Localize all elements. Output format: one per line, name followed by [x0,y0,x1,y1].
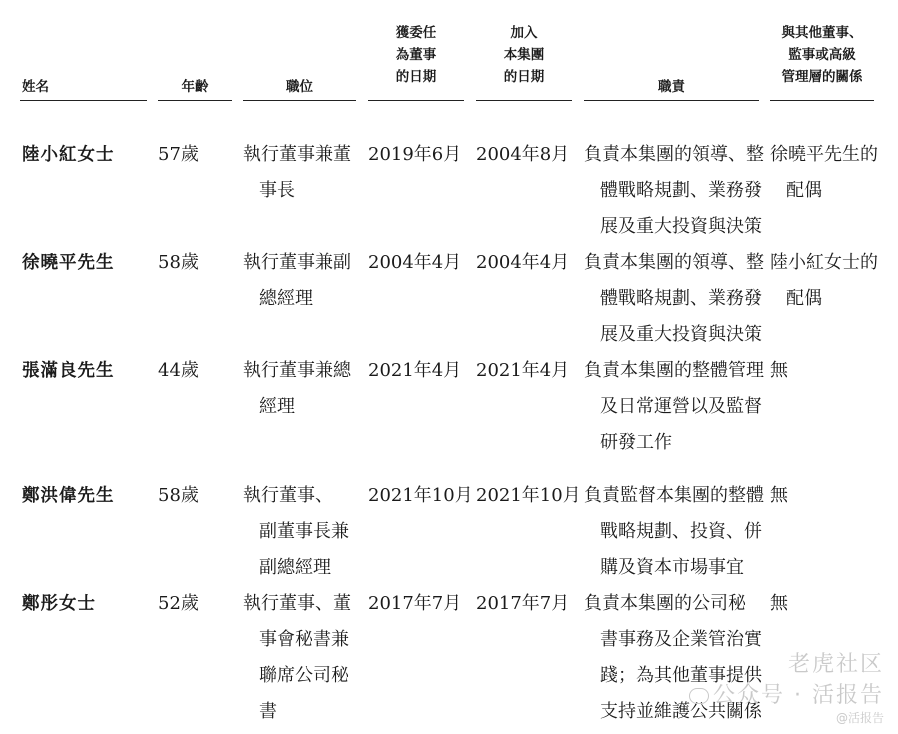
header-rule-name [20,100,147,101]
director-name: 徐曉平先生 [22,253,115,273]
header-relationship-line: 監事或高級 [788,47,856,63]
duties-line: 展及重大投資與決策 [600,324,762,345]
position-line: 事會秘書兼 [259,629,349,650]
header-rule-position [243,100,356,101]
position-line: 總經理 [259,288,313,309]
director-duties [584,137,764,245]
director-age: 57歲 [158,144,199,165]
duties-line: 戰略規劃、投資、併 [600,521,762,542]
position-line: 執行董事、 [243,485,333,506]
director-age: 58歲 [158,252,199,273]
watermark-main [689,678,884,709]
director-position [243,586,351,730]
director-position [243,478,349,586]
director-position [243,353,351,425]
relationship-line: 無 [770,360,788,381]
relationship-line: 陸小紅女士的 [770,252,878,273]
duties-line: 負責本集團的領導、整 [584,144,764,165]
director-relationship [770,478,788,514]
header-relationship-line: 管理層的關係 [781,69,863,85]
position-line: 執行董事、董 [243,593,351,614]
header-age: 年齡 [181,79,209,95]
duties-line: 負責監督本集團的整體 [584,485,764,506]
header-joined-line: 的日期 [503,69,545,85]
header-relationship [770,22,874,88]
position-line: 事長 [259,180,295,201]
director-relationship [770,245,878,317]
appointed-date: 2017年7月 [368,593,462,614]
header-rule-joined [476,100,572,101]
joined-date: 2021年4月 [476,360,570,381]
duties-line: 及日常運營以及監督 [600,396,762,417]
director-position [243,245,351,317]
duties-line: 體戰略規劃、業務發 [600,180,762,201]
duties-line: 研發工作 [600,432,672,453]
relationship-line: 配偶 [786,288,822,309]
header-rule-age [158,100,232,101]
director-relationship [770,137,878,209]
director-relationship [770,586,788,622]
position-line: 執行董事兼總 [243,360,351,381]
duties-line: 支持並維護公共關係 [600,701,762,722]
header-appointed-line: 獲委任 [395,25,437,41]
header-appointed-line: 為董事 [395,47,437,63]
joined-date: 2004年8月 [476,144,570,165]
duties-line: 展及重大投資與決策 [600,216,762,237]
header-duties: 職責 [658,79,685,95]
position-line: 書 [259,701,277,722]
duties-line: 書事務及企業管治實 [600,629,762,650]
header-appointed [368,22,464,88]
duties-line: 踐；為其他董事提供 [600,665,762,686]
appointed-date: 2021年10月 [368,485,473,506]
relationship-line: 徐曉平先生的 [770,144,878,165]
director-duties [584,245,764,353]
director-duties [584,353,764,461]
appointed-date: 2021年4月 [368,360,462,381]
relationship-line: 無 [770,593,788,614]
director-name: 陸小紅女士 [22,145,115,165]
appointed-date: 2004年4月 [368,252,462,273]
director-duties [584,478,764,586]
position-line: 聯席公司秘 [259,665,349,686]
watermark-community: 老虎社区 [787,652,884,677]
header-relationship-line: 與其他董事、 [781,25,863,41]
relationship-line: 配偶 [786,180,822,201]
watermark [689,647,884,726]
watermark-main-text: 公众号 · 活报告 [713,683,884,708]
director-name: 張滿良先生 [22,361,115,381]
header-joined-line: 加入 [510,25,538,41]
position-line: 經理 [259,396,295,417]
header-joined-line: 本集團 [503,47,545,63]
relationship-line: 無 [770,485,788,506]
duties-line: 負責本集團的領導、整 [584,252,764,273]
director-name: 鄭洪偉先生 [22,486,115,506]
header-rule-relationship [770,100,874,101]
header-position: 職位 [286,79,313,95]
position-line: 執行董事兼副 [243,252,351,273]
director-name: 鄭彤女士 [22,594,96,614]
director-age: 44歲 [158,360,199,381]
duties-line: 負責本集團的公司秘 [584,593,746,614]
director-age: 52歲 [158,593,199,614]
director-age: 58歲 [158,485,199,506]
director-position [243,137,351,209]
position-line: 副總經理 [259,557,331,578]
header-appointed-line: 的日期 [395,69,437,85]
watermark-sub: @活报告 [835,711,884,725]
joined-date: 2017年7月 [476,593,570,614]
director-relationship [770,353,788,389]
duties-line: 體戰略規劃、業務發 [600,288,762,309]
header-rule-appointed [368,100,464,101]
header-joined [476,22,572,88]
header-name: 姓名 [22,79,49,95]
position-line: 執行董事兼董 [243,144,351,165]
appointed-date: 2019年6月 [368,144,462,165]
duties-line: 負責本集團的整體管理 [584,360,764,381]
header-rule-duties [584,100,759,101]
wechat-icon [689,688,709,704]
position-line: 副董事長兼 [259,521,349,542]
joined-date: 2004年4月 [476,252,570,273]
joined-date: 2021年10月 [476,485,581,506]
duties-line: 購及資本市場事宜 [600,557,744,578]
